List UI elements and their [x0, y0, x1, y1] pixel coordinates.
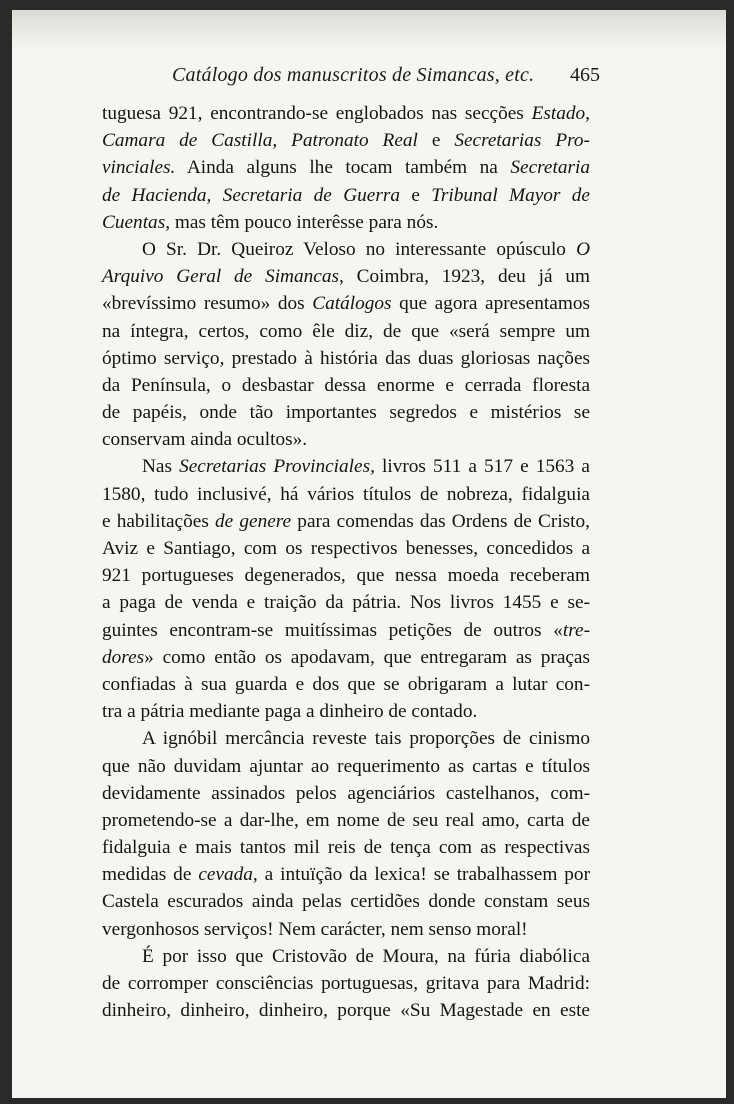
text-run: a intuïção da lexica! se trabalhassem por: [257, 864, 590, 886]
text-line: [102, 698, 590, 725]
text-run: e: [417, 130, 455, 152]
italic-text: Secretarias Provinciales,: [179, 456, 375, 478]
text-run: e: [399, 184, 432, 206]
text-line: [102, 644, 590, 671]
text-run: tra a pátria mediante paga a dinheiro de contado.: [102, 701, 478, 723]
running-header: [172, 64, 600, 94]
text-line: [102, 888, 590, 915]
text-line: [102, 399, 590, 426]
italic-text: Arquivo Geral de Simancas,: [102, 266, 344, 288]
text-line: [102, 426, 590, 453]
text-line: [102, 780, 590, 807]
italic-text: Estado,: [531, 103, 590, 124]
italic-text: tre-: [562, 619, 590, 641]
text-line: [102, 807, 590, 834]
text-line: [102, 725, 590, 752]
text-run: de papéis, onde tão importantes segredos e mistérios se: [102, 402, 590, 424]
italic-text: dores: [102, 646, 145, 668]
text-line: [102, 916, 590, 943]
text-run: 1580, tudo inclusivé, há vários títulos de nobreza, fidalguia: [102, 483, 590, 505]
text-run: A ignóbil mercância reveste tais proporções de cinismo: [142, 728, 590, 750]
italic-text: O: [576, 238, 590, 260]
text-line: [102, 263, 590, 290]
text-run: É por isso que Cristovão de Moura, na fúria diabólica: [142, 945, 590, 967]
text-line: [102, 127, 590, 154]
text-line: [102, 753, 590, 780]
page-number: 465: [570, 64, 600, 86]
italic-text: de genere: [215, 510, 292, 532]
text-line: [102, 182, 590, 209]
text-line: [102, 508, 590, 535]
text-run: 921 portugueses degenerados, que nessa moeda receberam: [102, 565, 590, 587]
text-line: [102, 671, 590, 698]
italic-text: cevada,: [198, 864, 258, 886]
text-run: Coimbra, 1923, deu já um: [343, 266, 590, 288]
text-run: guintes encontram-se muitíssimas petições de outros «: [102, 619, 563, 641]
text-run: fidalguia e mais tantos mil reis de tença com as respectivas: [102, 837, 590, 859]
text-run: e habilitações: [102, 510, 215, 532]
text-run: O Sr. Dr. Queiroz Veloso no interessante opúsculo: [142, 238, 577, 260]
text-line: [102, 318, 590, 345]
text-run: de corromper consciências portuguesas, gritava para Madrid:: [102, 973, 590, 994]
book-page: [12, 10, 726, 1098]
italic-text: Cuentas,: [102, 211, 171, 233]
italic-text: Catálogos: [312, 293, 392, 315]
text-run: mas têm pouco interêsse para nós.: [170, 211, 439, 233]
text-run: livros 511 a 517 e 1563 a: [374, 456, 590, 478]
text-run: » como então os apodavam, que entregaram as praças: [144, 646, 590, 668]
text-line: [102, 372, 590, 399]
text-run: que agora apresentamos: [391, 293, 590, 315]
italic-text: Camara de Castilla, Patronato Real: [102, 130, 418, 152]
text-run: da Península, o desbastar dessa enorme e cerrada floresta: [102, 374, 590, 396]
text-line: [102, 562, 590, 589]
text-run: confiadas à sua guarda e dos que se obrigaram a lutar con-: [102, 673, 590, 695]
text-run: óptimo serviço, prestado à história das duas gloriosas nações: [102, 347, 590, 369]
text-run: na íntegra, certos, como êle diz, de que «será sempre um: [102, 320, 590, 342]
text-line: [102, 345, 590, 372]
text-line: [102, 861, 590, 888]
text-line: [102, 589, 590, 616]
text-line: [102, 535, 590, 562]
text-line: [102, 481, 590, 508]
text-run: a paga de venda e traição da pátria. Nos livros 1455 e se-: [102, 592, 590, 614]
text-line: [102, 970, 590, 997]
running-title: Catálogo dos manuscritos de Simancas, etc.: [172, 64, 535, 86]
text-line: [102, 100, 590, 127]
text-run: Castela escurados ainda pelas certidões donde constam seus: [102, 891, 590, 913]
text-line: [102, 154, 590, 181]
italic-text: Secretarias Pro-: [454, 130, 590, 152]
text-run: que não duvidam ajuntar ao requerimento as cartas e títulos: [102, 755, 590, 777]
text-run: vergonhosos serviços! Nem carácter, nem senso moral!: [102, 918, 528, 940]
italic-text: Secretaria: [510, 157, 590, 179]
text-line: [102, 943, 590, 970]
text-line: [102, 617, 590, 644]
text-run: tuguesa 921, encontrando-se englobados nas secções: [102, 103, 532, 124]
italic-text: vinciales.: [102, 157, 176, 179]
text-run: conservam ainda ocultos».: [102, 429, 308, 451]
text-run: Nas: [142, 456, 180, 478]
text-run: prometendo-se a dar-lhe, em nome de seu real amo, carta de: [102, 809, 590, 831]
text-line: [102, 453, 590, 480]
italic-text: de Hacienda, Secretaria de Guerra: [102, 184, 400, 206]
italic-text: Tribunal Mayor de: [431, 184, 590, 206]
text-run: medidas de: [102, 864, 199, 886]
text-run: devidamente assinados pelos agenciários castelhanos, com-: [102, 782, 590, 804]
text-line: [102, 834, 590, 861]
text-run: Aviz e Santiago, com os respectivos benesses, concedidos a: [102, 538, 590, 559]
text-run: «brevíssimo resumo» dos: [102, 293, 313, 315]
text-run: dinheiro, dinheiro, dinheiro, porque «Su Magestade en este: [102, 1000, 590, 1022]
text-line: [102, 997, 590, 1024]
text-line: [102, 209, 590, 236]
text-line: [102, 290, 590, 317]
text-line: [102, 236, 590, 263]
text-run: para comendas das Ordens de Cristo,: [291, 510, 590, 532]
text-run: Ainda alguns lhe tocam também na: [175, 157, 511, 179]
body-text: [102, 100, 590, 1024]
